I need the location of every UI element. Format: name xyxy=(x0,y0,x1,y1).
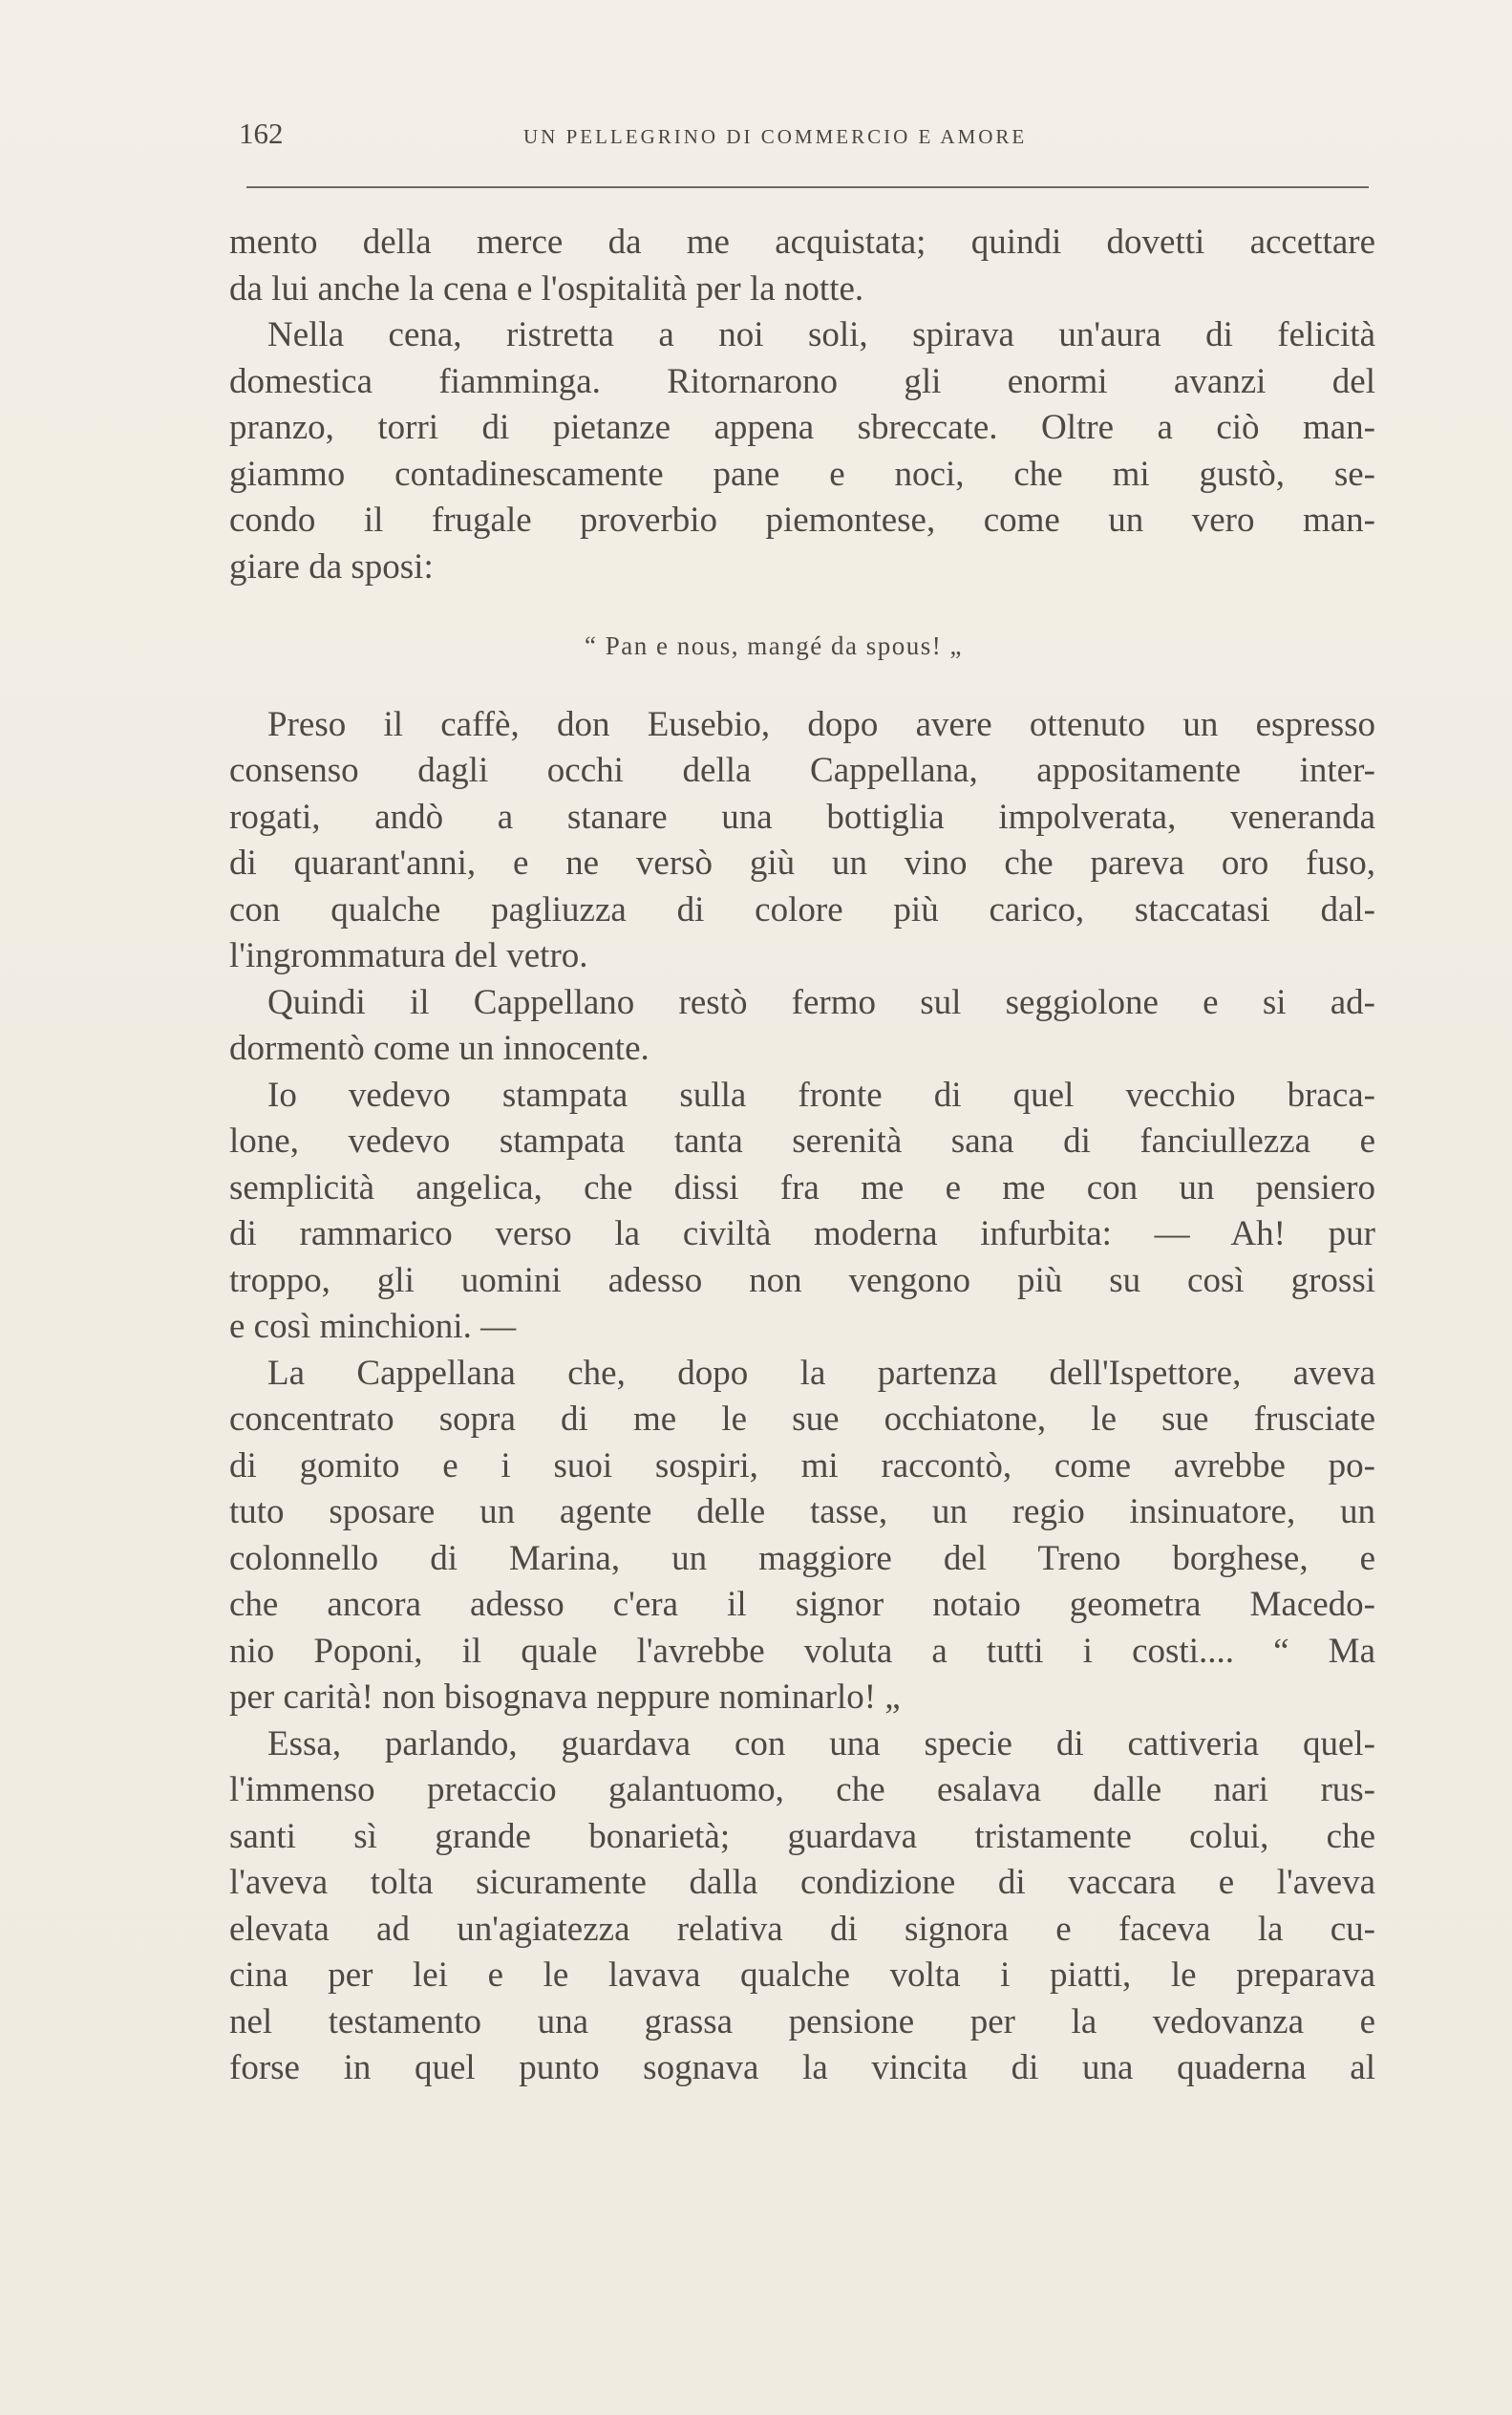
text-line: La Cappellana che, dopo la partenza dell'Ispettore, aveva xyxy=(267,1353,1375,1393)
text-line: che ancora adesso c'era il signor notaio geometra Macedo- xyxy=(229,1585,1375,1624)
text-line: Nella cena, ristretta a noi soli, spirava un'aura di felicità xyxy=(267,315,1375,354)
text-line: l'immenso pretaccio galantuomo, che esalava dalle nari rus- xyxy=(229,1770,1375,1809)
paragraph xyxy=(229,702,1375,980)
text-line: elevata ad un'agiatezza relativa di signora e faceva la cu- xyxy=(229,1909,1375,1949)
text-line: troppo, gli uomini adesso non vengono più su così grossi xyxy=(229,1260,1375,1300)
text-line: Quindi il Cappellano restò fermo sul seggiolone e si ad- xyxy=(267,982,1375,1022)
text-line: da lui anche la cena e l'ospitalità per la notte. xyxy=(229,268,864,309)
text-line: santi sì grande bonarietà; guardava tristamente colui, che xyxy=(229,1816,1375,1856)
text-line: giare da sposi: xyxy=(229,546,434,587)
text-line: nio Poponi, il quale l'avrebbe voluta a tutti i costi.... “ Ma xyxy=(229,1631,1375,1671)
text-line: condo il frugale proverbio piemontese, come un vero man- xyxy=(229,501,1375,540)
text-line: rogati, andò a stanare una bottiglia impolverata, veneranda xyxy=(229,797,1375,837)
text-line: l'ingrommatura del vetro. xyxy=(229,936,588,975)
text-line: Essa, parlando, guardava con una specie di cattiveria quel- xyxy=(267,1723,1375,1763)
paragraph xyxy=(229,1721,1375,2092)
body-text xyxy=(229,220,1375,2092)
text-line: Io vedevo stampata sulla fronte di quel vecchio braca- xyxy=(267,1075,1375,1115)
text-line: forse in quel punto sognava la vincita di una quaderna al xyxy=(229,2048,1375,2087)
text-line: lone, vedevo stampata tanta serenità sana di fanciullezza e xyxy=(229,1122,1375,1161)
text-line: per carità! non bisognava neppure nominarlo! „ xyxy=(229,1678,901,1717)
text-line: colonnello di Marina, un maggiore del Treno borghese, e xyxy=(229,1538,1375,1578)
text-line: e così minchioni. — xyxy=(229,1307,517,1346)
text-line: domestica fiamminga. Ritornarono gli enormi avanzi del xyxy=(229,361,1375,401)
text-line: nel testamento una grassa pensione per la vedovanza e xyxy=(229,2001,1375,2041)
text-line: dormentò come un innocente. xyxy=(229,1029,650,1068)
text-line: concentrato sopra di me le sue occhiatone, le sue frusciate xyxy=(229,1400,1375,1439)
text-line: pranzo, torri di pietanze appena sbreccate. Oltre a ciò man- xyxy=(229,408,1375,447)
paragraph xyxy=(229,1073,1375,1351)
text-line: di rammarico verso la civiltà moderna infurbita: — Ah! pur xyxy=(229,1214,1375,1253)
paragraph xyxy=(229,980,1375,1073)
text-line: tuto sposare un agente delle tasse, un regio insinuatore, un xyxy=(229,1492,1375,1531)
header-rule xyxy=(246,186,1369,188)
text-line: con qualche pagliuzza di colore più carico, staccatasi dal- xyxy=(229,889,1375,930)
text-line: semplicità angelica, che dissi fra me e me con un pensiero xyxy=(229,1167,1375,1208)
page-header xyxy=(227,113,1369,160)
page-number: 162 xyxy=(239,117,284,150)
text-line: Preso il caffè, don Eusebio, dopo avere ottenuto un espresso xyxy=(267,704,1375,744)
paragraph xyxy=(229,312,1375,590)
paragraph xyxy=(229,220,1375,312)
paragraph xyxy=(229,1351,1375,1721)
running-title: UN PELLEGRINO DI COMMERCIO E AMORE xyxy=(523,125,1028,148)
text-line: cina per lei e le lavava qualche volta i piatti, le preparava xyxy=(229,1956,1375,1995)
text-line: consenso dagli occhi della Cappellana, appositamente inter- xyxy=(229,751,1375,790)
text-line: giammo contadinescamente pane e noci, che mi gustò, se- xyxy=(229,454,1375,494)
text-line: di gomito e i suoi sospiri, mi raccontò, come avrebbe po- xyxy=(229,1445,1375,1485)
text-line: di quarant'anni, e ne versò giù un vino che pareva oro fuso, xyxy=(229,844,1375,883)
text-line: mento della merce da me acquistata; quindi dovetti accettare xyxy=(229,223,1375,262)
dialect-quote: “ Pan e nous, mangé da spous! „ xyxy=(585,631,963,660)
text-line: l'aveva tolta sicuramente dalla condizione di vaccara e l'aveva xyxy=(229,1863,1375,1902)
